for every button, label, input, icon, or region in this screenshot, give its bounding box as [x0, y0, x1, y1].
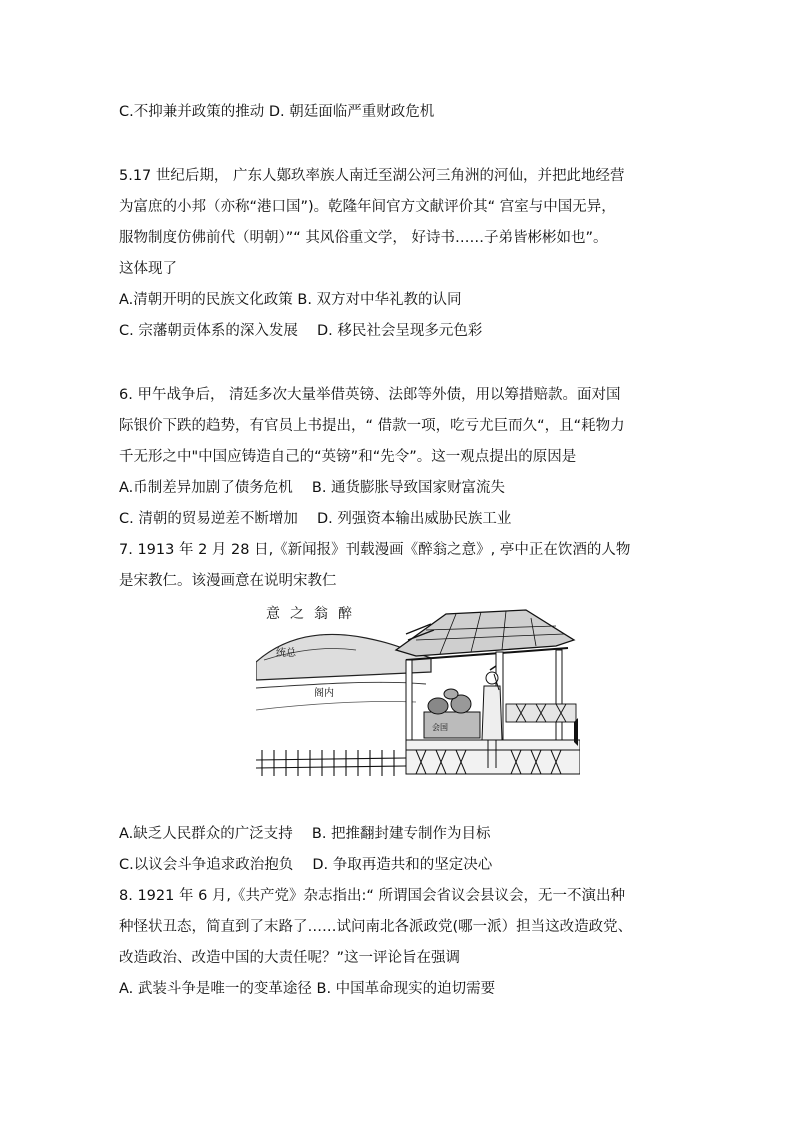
- q8-stem-line-2: 种怪状丑态，简直到了末路了……试问南北各派政党(哪一派）担当这改造政党、: [119, 919, 633, 935]
- q7-stem-line-1: 7. 1913 年 2 月 28 日,《新闻报》刊载漫画《醉翁之意》, 亭中正在饮酒的人物: [119, 542, 631, 558]
- q8-stem-line-3: 改造政治、改造中国的大责任呢？”这一评论旨在强调: [119, 950, 461, 966]
- q5-stem-line-2: 为富庶的小邦（亦称“港口国”)。乾隆年间官方文献评价其“ 宫室与中国无异，: [119, 199, 616, 215]
- label-pot: 会国: [432, 723, 448, 732]
- q6-stem-line-2: 际银价下跌的趋势，有官员上书提出，“ 借款一项，吃亏尤巨而久“，且“耗物力: [119, 418, 625, 434]
- q6-options-ab: A.币制差异加剧了债务危机 B. 通货膨胀导致国家财富流失: [119, 480, 506, 496]
- q6-options-cd: C. 清朝的贸易逆差不断增加 D. 列强资本输出威胁民族工业: [119, 511, 512, 527]
- label-mountain: 统总: [276, 648, 296, 659]
- cartoon-illustration: [256, 600, 580, 782]
- q7-options-ab: A.缺乏人民群众的广泛支持 B. 把推翻封建专制作为目标: [119, 826, 491, 842]
- cartoon-title: 意之翁醉: [266, 606, 362, 622]
- q4-options-cd: C.不抑兼并政策的推动 D. 朝廷面临严重财政危机: [119, 104, 435, 120]
- foreground-fence: [256, 750, 406, 776]
- q6-stem-line-1: 6. 甲午战争后， 清廷多次大量举借英镑、法郎等外债，用以筹措赔款。面对国: [119, 387, 621, 403]
- q7-cartoon: [256, 600, 580, 782]
- q5-options-ab: A.清朝开明的民族文化政策 B. 双方对中华礼教的认同: [119, 292, 462, 308]
- q7-options-cd: C.以议会斗争追求政治抱负 D. 争取再造共和的坚定决心: [119, 857, 493, 873]
- q5-stem-line-3: 服物制度仿佛前代（明朝）”“ 其风俗重文学， 好诗书……子弟皆彬彬如也”。: [119, 230, 608, 246]
- label-field: 阁内: [314, 688, 334, 699]
- q5-stem-line-1: 5.17 世纪后期， 广东人鄚玖率族人南迁至湖公河三角洲的河仙，并把此地经营: [119, 168, 625, 184]
- q5-stem-line-4: 这体现了: [119, 261, 177, 277]
- wine-table: [424, 689, 480, 738]
- q8-options-ab: A. 武装斗争是唯一的变革途径 B. 中国革命现实的迫切需要: [119, 981, 496, 997]
- q5-options-cd: C. 宗藩朝贡体系的深入发展 D. 移民社会呈现多元色彩: [119, 323, 483, 339]
- q7-stem-line-2: 是宋教仁。该漫画意在说明宋教仁: [119, 573, 337, 589]
- q6-stem-line-3: 千无形之中"中国应铸造自己的“英镑”和“先令”。这一观点提出的原因是: [119, 449, 577, 465]
- q8-stem-line-1: 8. 1921 年 6 月,《共产党》杂志指出:“ 所谓国会省议会县议会，无一不演出种: [119, 888, 626, 904]
